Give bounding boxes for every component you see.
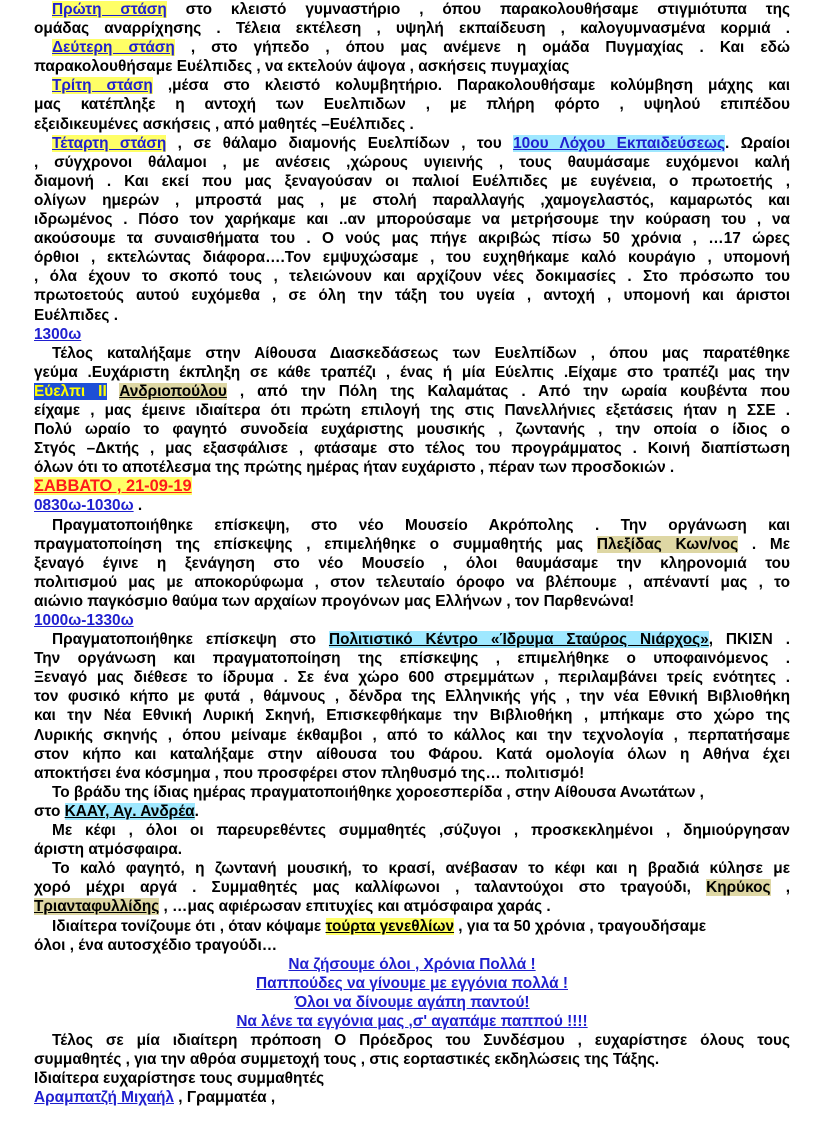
text-line — [34, 210, 790, 229]
text-run: όρθιοι , εκτελώντας διάφορα….Τον εμψυχώσαμε , του ευχηθήκαμε καλό κουράγιο , υπομονή — [34, 249, 790, 267]
text-line — [34, 401, 790, 420]
text-run: Το καλό φαγητό, η ζωντανή μουσική, το κρασί, ανέβασαν το κέφι και η βραδιά κύλησε με — [52, 860, 790, 878]
text-run: . — [133, 497, 143, 515]
text-run: ξεναγό έγινε η ξενάγηση στο νέο Μουσείο , όλοι θαυμάσαμε την κληρονομιά του — [34, 554, 790, 572]
text-run: Την οργάνωση και πραγματοποίηση της επίσκεψης , επιμελήθηκε ο υποφαινόμενος . — [34, 650, 790, 668]
text-run: Τέλος καταλήξαμε στην Αίθουσα Διασκεδάσεως των Ευελπίδων , όπου μας παρατέθηκε — [52, 344, 790, 362]
text-line — [34, 802, 790, 821]
text-run: τον φυσικό κήπο με φυτά , θάμνους , δένδρα της Ελληνικής γής , την νέα Εθνική Βιβλιοθήκη — [34, 688, 790, 706]
text-run: ομάδας αναρρίχησης . Τέλεια εκτέλεση , υψηλή εκπαίδευση , καλογυμνασμένα κορμιά . — [34, 20, 790, 38]
highlighted-text: τούρτα γενεθλίων — [325, 917, 455, 935]
text-run: Ευέλπιδες . — [34, 306, 118, 324]
text-run: Ιδιαίτερα τονίζουμε ότι , όταν κόψαμε — [52, 917, 326, 935]
text-line — [34, 229, 790, 248]
text-line — [34, 95, 790, 114]
text-run: , από την Πόλη της Καλαμάτας . Από την ωραία κουβέντα που — [226, 382, 790, 400]
text-line — [34, 592, 790, 611]
text-line — [34, 1069, 790, 1088]
text-run: Πολύ ωραίο το φαγητό συνοδεία ευχάριστης μουσικής , ζωντανής , την οποία ο ίδιος ο — [34, 421, 790, 439]
highlighted-text: 1300ω — [34, 325, 82, 343]
text-run: όλων ότι το αποτέλεσμα της πρώτης ημέρας ήταν ευχάριστο , πέραν των προσδοκιών . — [34, 459, 675, 477]
highlighted-text: ΚΑΑΥ, Αγ. Ανδρέα — [64, 802, 195, 820]
text-run: , ΠΚΙΣΝ . — [708, 631, 790, 649]
highlighted-text: Πλεξίδας Κων/νος — [596, 535, 739, 553]
text-line — [34, 76, 790, 95]
text-line — [34, 1012, 790, 1031]
text-line — [34, 649, 790, 668]
text-line — [34, 363, 790, 382]
highlighted-text: Να λένε τα εγγόνια μας ,σ' αγαπάμε παππού !!!! — [236, 1012, 588, 1030]
document-body — [34, 0, 790, 1107]
text-line — [34, 1050, 790, 1069]
text-run: είχαμε , μας έμεινε ιδιαίτερα ότι πρώτη επιλογή της στις Πανελλήνιες εξετάσεις ήταν η ΣΣΕ . — [34, 401, 790, 419]
text-run: , στο γήπεδο , όπου μας ανέμενε η ομάδα Πυγμαχίας . Και εδώ — [174, 39, 790, 57]
text-line — [34, 134, 790, 153]
text-run: αποκτήσει ένα κόσμημα , που προσφέρει στον πληθυσμό της… πολιτισμό! — [34, 764, 585, 782]
text-line — [34, 420, 790, 439]
text-line — [34, 974, 790, 993]
text-line — [34, 936, 790, 955]
text-line — [34, 668, 790, 687]
text-run: , Γραμματέα , — [174, 1089, 276, 1107]
text-line — [34, 325, 790, 344]
text-run: ολίγων ημερών , μπροστά μας , με στολή παραλλαγής ,χαμογελαστός, καμαρωτός και — [34, 191, 790, 209]
text-line — [34, 172, 790, 191]
highlighted-text: Τρίτη στάση — [52, 77, 153, 95]
text-run: διαμονή . Και εκεί που μας ξεναγούσαν οι παλιοί Ευέλπιδες με ευγένεια, ο πρωτοετής , — [34, 172, 790, 190]
text-run: ιδρωμένος . Πόσο τον χαρήκαμε και ..αν μπορούσαμε να μετρήσουμε την κούραση του , να — [34, 211, 790, 229]
text-run: Με κέφι , όλοι οι παρευρεθέντες συμμαθητές ,σύζυγοι , προσκεκλημένοι , δημιούργησαν — [52, 822, 790, 840]
text-run: . — [194, 802, 199, 820]
highlighted-text: 0830ω-1030ω — [34, 497, 134, 515]
highlighted-text: ΣΑΒΒΑΤΟ , 21-09-19 — [34, 477, 192, 496]
text-line — [34, 382, 790, 401]
text-run: όλοι , ένα αυτοσχέδιο τραγούδι… — [34, 936, 278, 954]
text-line — [34, 955, 790, 974]
text-run: Πραγματοποιήθηκε επίσκεψη, στο νέο Μουσείο Ακρόπολης . Την οργάνωση και — [52, 516, 790, 534]
text-run: εξειδικευμένες ασκήσεις , από μαθητές –Ευέλπιδες . — [34, 115, 414, 133]
text-run: Ξεναγό μας διέθεσε το ίδρυμα . Σε ένα χώρο 600 στρεμμάτων , περιλαμβάνει τρείς ενότητες . — [34, 669, 790, 687]
text-run: Ιδιαίτερα ευχαρίστησε τους συμμαθητές — [34, 1070, 325, 1088]
text-run: Πραγματοποιήθηκε επίσκεψη στο — [52, 631, 329, 649]
text-line — [34, 745, 790, 764]
text-line — [34, 267, 790, 286]
text-run: γεύμα .Ευχάριστη έκπληξη σε κάθε τραπέζι , ένας ή μία Εύελπις .Είχαμε στο τραπέζι μας την — [34, 363, 790, 381]
text-line — [34, 535, 790, 554]
text-run: πρωτοετούς αυτού ευχόμεθα , σε όλη την τάξη του υγεία , αντοχή , υπομονή και άριστοι — [34, 287, 790, 305]
text-line — [34, 554, 790, 573]
text-run: . Ωραίοι — [725, 134, 791, 152]
text-run: συμμαθητές , για την αθρόα συμμετοχή τους , στις εορταστικές εκδηλώσεις της Τάξης. — [34, 1051, 660, 1069]
text-run: , σε θάλαμο διαμονής Ευελπίδων , του — [166, 134, 514, 152]
text-run: παρακολουθήσαμε Ευέλπιδες , να εκτελούν άψογα , ασκήσεις πυγμαχίας — [34, 58, 570, 76]
text-line — [34, 859, 790, 878]
text-run: πραγματοποίηση της επίσκεψης , επιμελήθηκε ο συμμαθητής μας — [34, 535, 597, 553]
text-line — [34, 840, 790, 859]
text-run: ,μέσα στο κλειστό κολυμβητήριο. Παρακολουθήσαμε κολύμβηση μάχης και — [152, 77, 790, 95]
text-run: , για τα 50 χρόνια , τραγουδήσαμε — [454, 917, 707, 935]
text-line — [34, 286, 790, 305]
text-line — [34, 917, 790, 936]
highlighted-text: Παππούδες να γίνουμε με εγγόνια πολλά ! — [256, 974, 568, 992]
text-line — [34, 477, 790, 496]
highlighted-text: Αραμπατζή Μιχαήλ — [34, 1089, 174, 1107]
text-run: , σύγχρονοι θάλαμοι , με ανέσεις ,χώρους υγιεινής , τους θαυμάσαμε ευχόμενοι καλή — [34, 153, 790, 171]
text-run: και την Νέα Εθνική Λυρική Σκηνή, Επισκεφθήκαμε την Βιβλιοθήκη , μπήκαμε στο χώρο της — [34, 707, 790, 725]
highlighted-text: Κηρύκος — [706, 879, 771, 897]
text-line — [34, 248, 790, 267]
text-run: στο — [34, 802, 65, 820]
text-run: Στγός –Δκτής , μας εξασφάλισε , φτάσαμε στο τέλος του προγράμματος . Κοινή διαπίστωση — [34, 440, 790, 458]
text-line — [34, 687, 790, 706]
text-run: στο κλειστό γυμναστήριο , όπου παρακολουθήσαμε στιγμιότυπα της — [166, 1, 790, 18]
text-line — [34, 19, 790, 38]
text-run: μας κατέπληξε η αντοχή των Ευελπιδων , με πλήρη φόρτο , υψηλού επιπέδου — [34, 96, 790, 114]
text-line — [34, 57, 790, 76]
text-line — [34, 630, 790, 649]
text-run: ακούσουμε τα συναισθήματα του . Ο νούς μας πήγε ακριβώς πίσω 50 χρόνια , …17 ώρες — [34, 230, 790, 248]
text-line — [34, 726, 790, 745]
text-run: , …μας αφιέρωσαν επιτυχίες και ατμόσφαιρα χαράς . — [159, 898, 551, 916]
text-line — [34, 0, 790, 19]
text-run: Λυρικής σκηνής , όπου μείναμε έκθαμβοι , από το κάλλος και την τεχνολογία , περπατήσαμε — [34, 726, 790, 744]
text-line — [34, 878, 790, 897]
highlighted-text: Να ζήσουμε όλοι , Χρόνια Πολλά ! — [288, 955, 536, 973]
text-line — [34, 439, 790, 458]
text-line — [34, 344, 790, 363]
text-run: στον κήπο και καταλήξαμε στην αίθουσα του Φάρου. Κατά ομολογία όλων η Αθήνα έχει — [34, 745, 790, 763]
highlighted-text: Όλοι να δίνουμε αγάπη παντού! — [294, 993, 530, 1011]
highlighted-text: 10ου Λόχου Εκπαιδεύσεως — [513, 134, 726, 152]
highlighted-text: 1000ω-1330ω — [34, 612, 134, 629]
text-line — [34, 706, 790, 725]
text-line — [34, 38, 790, 57]
text-line — [34, 516, 790, 535]
highlighted-text: Πολιτιστικό Κέντρο «Ίδρυμα Σταύρος Νιάρχος» — [328, 631, 709, 649]
highlighted-text: Εύελπι ΙΙ — [34, 382, 107, 400]
highlighted-text: Πρώτη στάση — [52, 1, 167, 18]
text-run: , όλα έχουν το σκοπό τους , τελειώνουν και αρχίζουν νέες δοκιμασίες . Στο πρόσωπο του — [34, 268, 790, 286]
text-line — [34, 764, 790, 783]
text-run: , — [770, 879, 790, 897]
highlighted-text: Ανδριοπούλου — [119, 382, 227, 400]
highlighted-text: Τριανταφυλλίδης — [34, 898, 160, 916]
highlighted-text: Τέταρτη στάση — [52, 134, 167, 152]
text-line — [34, 821, 790, 840]
text-line — [34, 458, 790, 477]
text-run: αιώνιο παγκόσμιο θαύμα των αρχαίων προγόνων μας Ελλήνων , τον Παρθενώνα! — [34, 592, 635, 610]
text-line — [34, 153, 790, 172]
text-line — [34, 993, 790, 1012]
text-line — [34, 115, 790, 134]
text-line — [34, 1031, 790, 1050]
text-line — [34, 191, 790, 210]
text-run: χορό μέχρι αργά . Συμμαθητές μας καλλίφωνοι , ταλαντούχοι στο τραγούδι, — [34, 879, 707, 897]
text-line — [34, 783, 790, 802]
text-run: Τέλος σε μία ιδιαίτερη πρόποση Ο Πρόεδρος του Συνδέσμου , ευχαρίστησε όλους τους — [52, 1032, 790, 1050]
text-line — [34, 306, 790, 325]
text-run: Το βράδυ της ίδιας ημέρας πραγματοποιήθηκε χοροεσπερίδα , στην Αίθουσα Ανωτάτων , — [52, 783, 704, 801]
text-run: . Με — [738, 535, 790, 553]
text-line — [34, 573, 790, 592]
text-line — [34, 1088, 790, 1107]
text-run: πολιτισμού μας με αποκορύφωμα , στον τελευταίο όροφο να βλέπουμε , απέναντί μας , το — [34, 573, 790, 591]
text-line — [34, 611, 790, 630]
text-line — [34, 897, 790, 916]
highlighted-text: Δεύτερη στάση — [52, 39, 175, 57]
text-run: άριστη ατμόσφαιρα. — [34, 841, 183, 859]
text-line — [34, 496, 790, 515]
text-run — [107, 383, 119, 400]
